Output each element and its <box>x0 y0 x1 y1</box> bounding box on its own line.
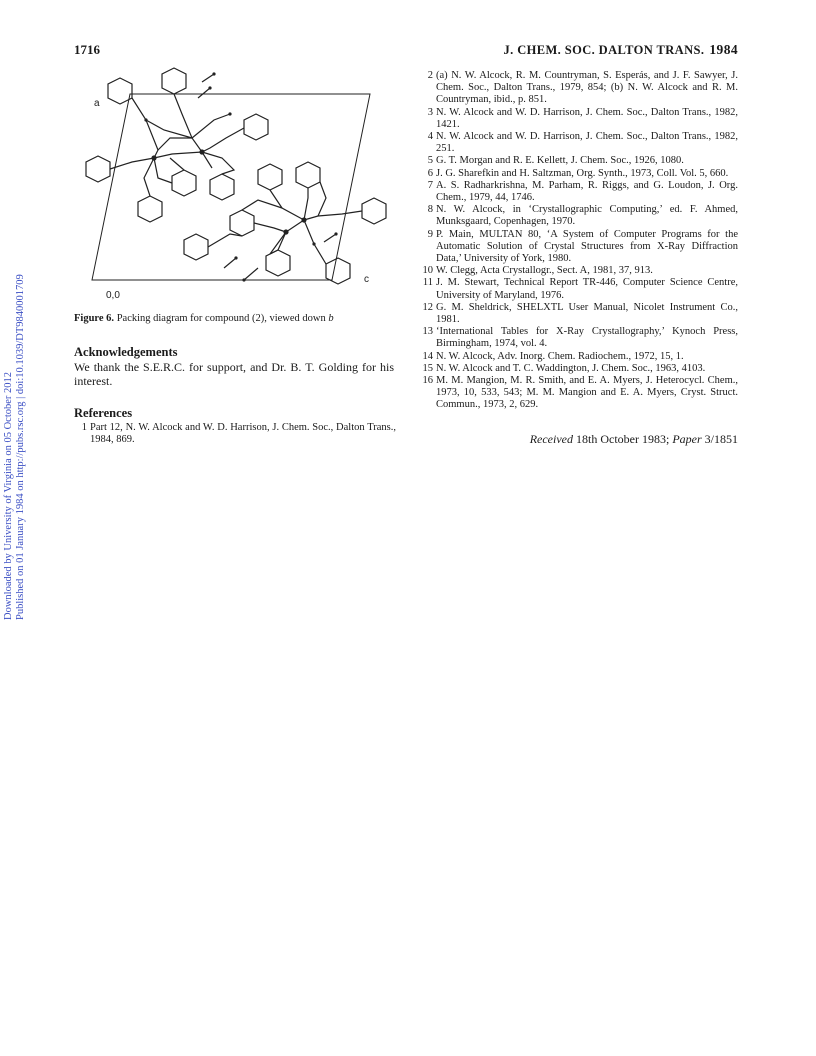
reference-text: G. T. Morgan and R. E. Kellett, J. Chem. Soc., 1926, 1080. <box>436 155 684 167</box>
page-number: 1716 <box>74 42 100 57</box>
reference-text: N. W. Alcock and T. C. Waddington, J. Chem. Soc., 1963, 4103. <box>436 362 706 374</box>
reference-item <box>420 204 738 228</box>
received-year: 1983 <box>641 432 666 446</box>
paper-number: 3/1851 <box>704 432 738 446</box>
references-list-left <box>74 422 396 446</box>
unit-cell-outline <box>92 94 370 280</box>
reference-item <box>420 326 738 350</box>
reference-text: G. M. Sheldrick, SHELXTL User Manual, Nicolet Instrument Co., 1981. <box>436 301 738 326</box>
phenyl-ring <box>184 234 208 260</box>
figure-caption <box>74 313 404 324</box>
reference-text: A. S. Radharkrishna, M. Parham, R. Riggs, and G. Loudon, J. Org. Chem., 1979, 44, 1746. <box>436 179 738 204</box>
reference-text: N. W. Alcock, in ‘Crystallographic Computing,’ ed. F. Ahmed, Munksgaard, Copenhagen, 1970. <box>436 204 738 228</box>
reference-text: W. Clegg, Acta Crystallogr., Sect. A, 1981, 37, 913. <box>436 265 653 277</box>
reference-item <box>420 155 738 167</box>
phenyl-ring <box>266 250 290 276</box>
reference-text: N. W. Alcock and W. D. Harrison, J. Chem. Soc., Dalton Trans., 1982, 1421. <box>436 106 738 130</box>
axis-label-c: c <box>364 274 369 285</box>
molecule-upper <box>86 68 268 222</box>
reference-number: 11 <box>422 277 433 289</box>
received-date-number: 18th October <box>576 432 639 446</box>
phenyl-ring <box>326 258 350 284</box>
reference-text: M. M. Mangion, M. R. Smith, and E. A. Myers, J. Heterocycl. Chem., 1973, 10, 533, 543; M. M. Mangion and E. A. Myers, Cryst. Struct. Commun., 1973, 2, 629. <box>436 375 738 411</box>
published-line: Published on 01 January 1984 on http://pubs.rsc.org | doi:10.1039/DT9840001709 <box>15 274 26 620</box>
molecule-lower <box>184 162 386 284</box>
reference-text: Part 12, N. W. Alcock and W. D. Harrison, J. Chem. Soc., Dalton Trans., 1984, 869. <box>90 422 396 446</box>
reference-number: 7 <box>427 179 433 191</box>
reference-number: 8 <box>427 204 433 216</box>
acknowledgements-text: We thank the S.E.R.C. for support, and Dr. B. T. Golding for his interest. <box>74 360 394 388</box>
reference-number: 14 <box>422 350 433 362</box>
reference-item <box>74 422 396 446</box>
reference-number: 12 <box>422 301 433 313</box>
phenyl-ring <box>244 114 268 140</box>
reference-number: 16 <box>422 375 433 387</box>
journal-year: 1984 <box>709 42 738 57</box>
reference-item <box>420 351 738 363</box>
journal-title: J. CHEM. SOC. DALTON TRANS. <box>503 43 705 57</box>
packing-diagram <box>74 58 404 304</box>
reference-number: 13 <box>422 326 433 338</box>
phenyl-ring <box>172 170 196 196</box>
reference-item <box>420 70 738 107</box>
phenyl-ring <box>108 78 132 104</box>
reference-item <box>420 375 738 412</box>
download-watermark <box>0 262 24 620</box>
reference-item <box>420 229 738 266</box>
reference-number: 5 <box>427 155 433 167</box>
download-line: Downloaded by University of Virginia on 05 October 2012 <box>3 371 14 620</box>
origin-label: 0,0 <box>106 290 120 301</box>
reference-item <box>420 302 738 326</box>
reference-text: N. W. Alcock, Adv. Inorg. Chem. Radiochem., 1972, 15, 1. <box>436 350 684 362</box>
received-word: Received <box>529 432 573 446</box>
phenyl-ring <box>138 196 162 222</box>
caption-label: Figure 6. <box>74 313 115 324</box>
reference-text: N. W. Alcock and W. D. Harrison, J. Chem. Soc., Dalton Trans., 1982, 251. <box>436 131 738 155</box>
reference-item <box>420 180 738 204</box>
paper-word: Paper <box>672 432 702 446</box>
reference-number: 2 <box>427 70 433 81</box>
reference-item <box>420 277 738 301</box>
reference-item <box>420 363 738 375</box>
acknowledgements-heading: Acknowledgements <box>74 345 178 359</box>
reference-number: 3 <box>427 106 433 118</box>
atom-markers <box>144 72 337 281</box>
reference-text: J. M. Stewart, Technical Report TR-446, Computer Science Centre, University of Maryland, 1976. <box>436 277 738 301</box>
phenyl-ring <box>230 210 254 236</box>
reference-text: ‘International Tables for X-Ray Crystallography,’ Kynoch Press, Birmingham, 1974, vol. 4. <box>436 326 738 350</box>
reference-number: 6 <box>427 167 433 179</box>
references-list-right <box>420 70 738 412</box>
reference-number: 10 <box>422 265 433 277</box>
caption-text: Packing diagram for compound (2), viewed down <box>114 313 329 324</box>
reference-item <box>420 265 738 277</box>
reference-text: J. G. Sharefkin and H. Saltzman, Org. Synth., 1973, Coll. Vol. 5, 660. <box>436 167 729 179</box>
running-head <box>480 42 738 58</box>
reference-number: 4 <box>427 131 433 143</box>
reference-item <box>420 131 738 155</box>
reference-number: 15 <box>422 362 433 374</box>
reference-item <box>420 107 738 131</box>
reference-text: (a) N. W. Alcock, R. M. Countryman, S. Esperás, and J. F. Sawyer, J. Chem. Soc., Dalton Trans., 1979, 854; (b) N. W. Alcock and R. M. Countryman, ibid., p. 851. <box>436 70 738 106</box>
caption-axis: b <box>328 313 334 324</box>
phenyl-ring <box>162 68 186 94</box>
reference-number: 9 <box>427 228 433 240</box>
references-heading: References <box>74 406 133 420</box>
reference-number: 1 <box>81 422 87 433</box>
phenyl-ring <box>362 198 386 224</box>
phenyl-ring <box>258 164 282 190</box>
received-line: Received 18th October 1983; Paper 3/1851 <box>529 432 738 446</box>
phenyl-ring <box>296 162 320 188</box>
axis-label-a: a <box>94 98 100 109</box>
reference-text: P. Main, MULTAN 80, ‘A System of Computer Programs for the Automatic Solution of Crystal Structures from X-Ray Diffraction Data,’ University of York, 1980. <box>436 228 738 265</box>
reference-item <box>420 168 738 180</box>
phenyl-ring <box>86 156 110 182</box>
phenyl-ring <box>210 174 234 200</box>
